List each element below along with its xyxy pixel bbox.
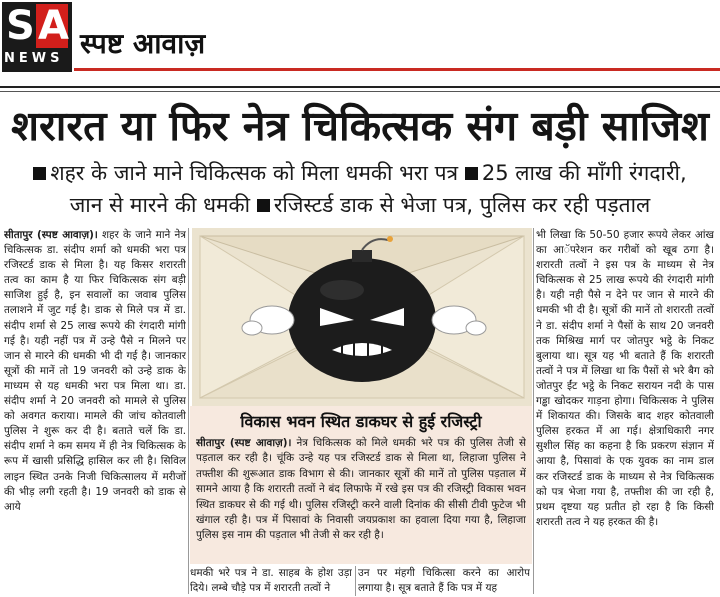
masthead-black-rule (0, 86, 720, 88)
bullet-square-icon (33, 167, 46, 180)
article-column-left (4, 228, 186, 593)
inset-dateline: सीतापुर (स्पष्ट आवाज़)। (196, 437, 292, 449)
column-divider (188, 228, 189, 594)
bullet-square-icon (257, 199, 270, 212)
logo-news: NEWS (4, 51, 64, 66)
bullet-square-icon (465, 167, 478, 180)
logo-letter-a: A (38, 3, 69, 49)
threat-letter-illustration (192, 228, 532, 406)
masthead-red-rule (74, 68, 720, 71)
headline: शरारत या फिर नेत्र चिकित्सक संग बड़ी साजिश (11, 102, 709, 150)
left-body-text: शहर के जाने माने नेत्र चिकित्सक डा. संदीप शर्मा को धमकी भरा पत्र रजिस्टर्ड डाक से मिला है। यह किसर शरारती तत्व का काम है या फिर चिकित्सक संग बड़ी साजिश हुई है, इन सवालों का जवाब पुलिस तलाशने में जुट गई है। डाक से मिले पत्र में डा. संदीप शर्मा से 25 लाख रूपये की रंगदारी मांगी गई है। यही नहीं पत्र में उन्हे पैसे न मिलने पर जान से मारने की धमकी भी दी गई है। जानकार सूत्रों की मानें तो 19 जनवरी को उन्हे डाक के माध्यम से यह धमकी भरा पत्र मिला था। डा. संदीप शर्मा ने 20 जनवरी को मामले से पुलिस को अवगत कराया। मामले की जांच कोतवाली पुलिस ने शुरू कर दी है। बताते चलें कि डा. संदीप शर्मा ने कम समय में ही नेत्र चिकित्सक के रूप में खासी प्रसिद्धि हासिल कर ली है। सिविल लाइन स्थित उनके निजी चिकित्सालय में मरीजों की भीड़ लगी रहती है। 19 जनवरी को डाक से आये (4, 229, 186, 513)
article-bottom-left: धमकी भरे पत्र ने डा. साहब के होश उड़ा दिये। लम्बे चौड़े पत्र में शरारती तत्वों ने (190, 567, 352, 594)
inset-body-text: नेत्र चिकित्सक को मिले धमकी भरे पत्र की पुलिस तेजी से पड़ताल कर रही है। चूंकि उन्हे यह पत्र रजिस्टर्ड डाक से मिला था, लिहाजा पुलिस ने तफ्तीश की शुरूआत डाक विभाग से की। जानकार सूत्रों की मानें तो पुलिस पड़ताल में सामने आया है कि शरारती तत्वों ने बंद लिफाफे में रखे इस पत्र की रजिस्ट्री विकास भवन स्थित डाकघर से की गई थी। पुलिस रजिस्ट्री करने वाली दिनांक की सीसी टीवी फुटेज भी खंगाल रही है। पत्र में पिसावां के निवासी जयप्रकाश का हवाला दिया गया है, लिहाजा पुलिस इस नाम की पड़ताल भी तेजी से कर रही है। (196, 437, 526, 542)
deck-part-4: रजिस्टर्ड डाक से भेजा पत्र, पुलिस कर रही पड़ताल (273, 193, 651, 217)
logo-letter-s: S (6, 3, 35, 49)
paper-name: स्पष्ट आवाज़ (80, 27, 206, 60)
deck-part-1: शहर के जाने माने चिकित्सक को मिला धमकी भरा पत्र (50, 161, 459, 185)
inset-body (196, 436, 526, 560)
deck-line-1 (10, 158, 710, 188)
column-divider (355, 566, 356, 596)
inset-title: विकास भवन स्थित डाकघर से हुई रजिस्ट्री (240, 412, 482, 431)
article-bottom-right: उन पर मंहगी चिकित्सा करने का आरोप लगाया है। सूत्र बताते हैं कि पत्र में यह (358, 567, 530, 594)
column-divider (533, 228, 534, 594)
article-photo (192, 228, 532, 406)
deck-part-2: 25 लाख की माँगी रंगदारी, (481, 161, 687, 185)
deck-line-2 (10, 190, 710, 220)
dateline: सीतापुर (स्पष्ट आवाज़)। (4, 229, 98, 241)
article-column-right: भी लिखा कि 50-50 हजार रूपये लेकर आंख का आॅपरेशन कर गरीबों को खूब ठगा है। शरारती तत्वों ने इस पत्र के माध्यम से नेत्र चिकित्सक से 25 लाख रूपये की रंगदारी मांगी है। यही नही पैसे न देने पर जान से मारने की धमकी भी दी है। सूत्रों की मानें तो शरारती तत्वों ने डा. संदीप शर्मा ने पैसों के साथ 20 जनवरी तक मिश्रिख मार्ग पर जोतपुर भट्ठे के निकट बुलाया था। सूत्र यह भी बताते हैं कि शरारती तत्वों ने पत्र में लिखा था कि पैसों से भरे बैग को जोतपुर ईंट भट्ठे के निकट सरायन नदी के पास गड्ढा खोदकर गाड़ना होगा। चिकित्सक ने पुलिस में शिकायत की। जिसके बाद शहर कोतवाली पुलिस हरकत में आ गई। क्षेत्राधिकारी नगर सुशील सिंह का कहना है कि प्रकरण संज्ञान में आया है, पिसावां के एक युवक का नाम डाल कर रजिस्टर्ड डाक के माध्यम से नेत्र चिकित्सक को पत्र भेजा गया है, तफ्तीश की जा रही है, प्रथम दृष्टया यह प्रतीत हो रहा है कि किसी शरारती तत्व ने यह हरकत की है। (536, 229, 714, 528)
deck-part-3: जान से मारने की धमकी (69, 193, 251, 217)
